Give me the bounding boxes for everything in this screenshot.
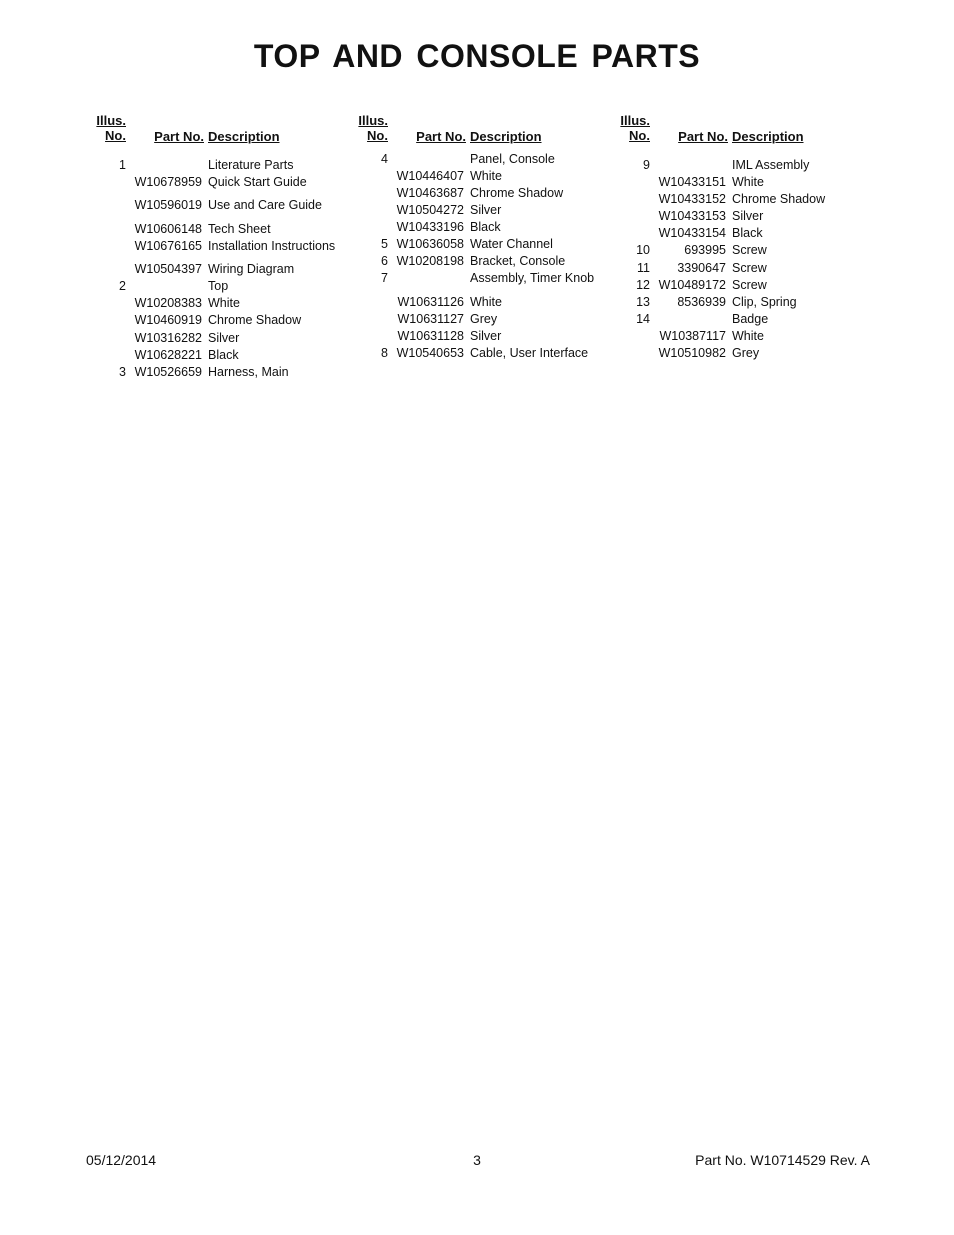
table-row: 1 Literature Parts [119,158,294,172]
table-row: W10631128 Silver [397,329,502,343]
description-header: Description [208,129,280,144]
page-title: TOP AND CONSOLE PARTS [253,38,701,74]
table-row: W10504272 Silver [396,203,502,217]
table-row: 12 W10489172 Screw [636,278,767,292]
footer-page-number: 3 [473,1152,481,1168]
table-row: W10433154 Black [658,226,763,240]
table-row: W10678959 Quick Start Guide [134,175,307,189]
table-row: W10504397 Wiring Diagram [134,262,295,276]
table-row: 13 8536939 Clip, Spring [636,295,797,309]
table-row: 10 693995 Screw [636,243,767,257]
table-row: W10460919 Chrome Shadow [134,313,302,327]
description-header: Description [732,129,804,144]
table-row: W10676165 Installation Instructions [134,239,336,253]
part-no-header: Part No. [416,129,466,144]
table-row: W10433153 Silver [658,209,764,223]
illus-no-header: Illus. No. [96,113,126,143]
table-row: 5 W10636058 Water Channel [381,237,553,251]
table-row: 8 W10540653 Cable, User Interface [381,346,589,360]
illus-no-header: Illus. No. [358,113,388,143]
illus-no-header: Illus. No. [620,113,650,143]
table-row: 3 W10526659 Harness, Main [119,365,289,379]
parts-column-2 [348,113,608,360]
table-row: 4 Panel, Console [381,152,555,166]
footer-part-info: Part No. W10714529 Rev. A [695,1152,870,1168]
table-row: 6 W10208198 Bracket, Console [381,254,566,268]
table-row: W10596019 Use and Care Guide [134,198,322,212]
table-row: W10463687 Chrome Shadow [396,186,564,200]
table-row: W10433196 Black [396,220,501,234]
part-no-header: Part No. [154,129,204,144]
table-row: 14 Badge [636,312,769,326]
table-row: W10208383 White [134,296,240,310]
table-row: 11 3390647 Screw [637,261,767,275]
table-row: W10316282 Silver [134,331,240,345]
table-row: W10433152 Chrome Shadow [658,192,826,206]
table-row: W10446407 White [396,169,502,183]
description-header: Description [470,129,542,144]
part-no-header: Part No. [678,129,728,144]
table-row: 2 Top [119,279,229,293]
table-row: 9 IML Assembly [643,158,810,172]
table-row: W10631127 Grey [397,312,498,326]
column-header [86,113,346,151]
footer-date: 05/12/2014 [86,1152,157,1168]
column-header [610,113,870,151]
parts-column-1 [86,113,346,379]
table-row: W10433151 White [658,175,764,189]
table-row: 7 Assembly, Timer Knob [381,271,595,285]
table-row: W10628221 Black [134,348,239,362]
table-row: W10606148 Tech Sheet [134,222,271,236]
parts-column-3 [610,113,870,360]
column-header [348,113,608,151]
table-row: W10387117 White [659,329,764,343]
table-row: W10631126 White [397,295,502,309]
table-row: W10510982 Grey [658,346,760,360]
